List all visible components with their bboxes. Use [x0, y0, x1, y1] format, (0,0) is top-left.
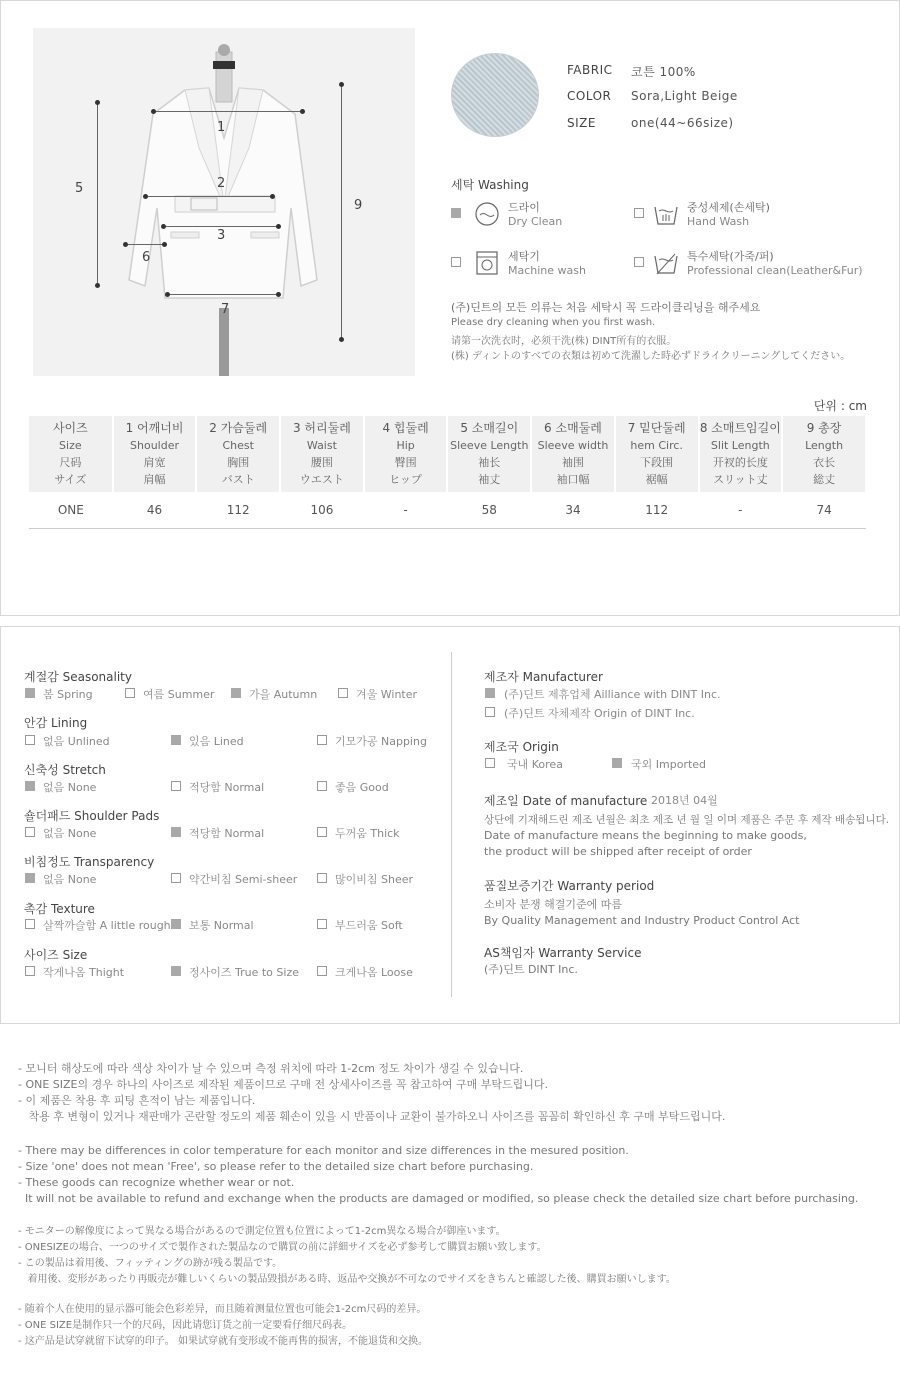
- checkbox-origin-dint: [485, 707, 495, 717]
- table-cell: 112: [196, 492, 280, 528]
- measure-dot: [339, 82, 344, 87]
- checkbox-loose: [317, 966, 327, 976]
- warranty-note: By Quality Management and Industry Product Control Act: [484, 914, 800, 927]
- table-cell: 106: [280, 492, 364, 528]
- table-cell: ONE: [29, 492, 113, 528]
- date-note: 상단에 기재해드린 제조 년월은 최초 제조 년 월 일 이며 제품은 주문 후 제작 배송됩니다.: [484, 814, 890, 826]
- option-transparency-none: 없음 None: [43, 873, 97, 886]
- measure-number: 7: [221, 302, 230, 317]
- option-summer: 여름 Summer: [143, 688, 215, 701]
- checkbox-lined: [171, 735, 181, 745]
- washing-item-hand-wash: 중성세제(손세탁) Hand Wash: [687, 201, 770, 228]
- washing-note-ja: (株) ディントのすべての衣類は初めて洗濯した時必ずドライクリーニングしてください。: [451, 351, 851, 362]
- table-row: [29, 492, 866, 528]
- washing-note-en: Please dry cleaning when you first wash.: [451, 317, 656, 328]
- measure-number: 5: [75, 181, 84, 196]
- measure-line-shoulder: [153, 111, 303, 112]
- checkbox-sheer: [317, 873, 327, 883]
- checkbox-true-to-size: [171, 966, 181, 976]
- color-label: COLOR: [567, 89, 612, 103]
- checkbox-imported: [612, 758, 622, 768]
- checkbox-dry-clean: [451, 208, 461, 218]
- option-stretch-good: 좋음 Good: [335, 781, 389, 794]
- lining-title: 안감 Lining: [24, 716, 88, 730]
- option-loose: 크게나옴 Loose: [335, 966, 413, 979]
- measure-dot: [151, 109, 156, 114]
- chest-header: 2 가슴둘레 Chest 胸围 バスト: [196, 416, 280, 492]
- measure-number: 1: [217, 120, 226, 135]
- product-photo: [33, 28, 415, 376]
- unit-label: 단위 : cm: [813, 399, 867, 413]
- checkbox-stretch-normal: [171, 781, 181, 791]
- size-label: SIZE: [567, 116, 596, 130]
- checkbox-stretch-none: [25, 781, 35, 791]
- checkbox-tight: [25, 966, 35, 976]
- hem-header: 7 밑단둘레 hem Circ. 下段围 裾幅: [615, 416, 699, 492]
- measure-dot: [123, 242, 128, 247]
- checkbox-hand-wash: [634, 208, 644, 218]
- footer-notes-ja: - モニターの解像度によって異なる場合があるので測定位置も位置によって1-2cm異なる場合が御座います。 - ONESIZEの場合、一つのサイズで製作された製品なので購買の前に詳細サイズを必ず参考して購買お願い致します。 - この製品は着用後、フィッティングの跡が残る製品です。 着用後、変形があったり再販売が難しいくらいの製品毀損がある時、返品や交換が不可なのでサイズをきちんと確認した後、購買お願いします。: [18, 1226, 676, 1285]
- table-cell: 34: [531, 492, 615, 528]
- measure-dot: [165, 292, 170, 297]
- checkbox-texture-normal: [171, 919, 181, 929]
- measure-dot: [95, 283, 100, 288]
- footer-notes-ko: - 모니터 해상도에 따라 색상 차이가 날 수 있으며 측정 위치에 따라 1-2cm 정도 차이가 생길 수 있습니다. - ONE SIZE의 경우 하나의 사이즈로 제작된 제품이므로 구매 전 상세사이즈를 꼭 참고하여 구매 부탁드립니다. - 이 제품은 착용 후 피팅 흔적이 남는 제품입니다. 착용 후 변형이 있거나 재판매가 곤란할 정도의 제품 훼손이 있을 시 반품이나 교환이 불가하오니 사이즈를 꼼꼼히 확인하신 후 구매 부탁드립니다.: [18, 1062, 726, 1123]
- size-header: 사이즈 Size 尺码 サイズ: [29, 416, 113, 492]
- checkbox-semi-sheer: [171, 873, 181, 883]
- measure-dot: [276, 224, 281, 229]
- measure-number: 3: [217, 228, 226, 243]
- measure-line-sleeve-length: [97, 102, 98, 286]
- checkbox-transparency-none: [25, 873, 35, 883]
- measure-dot: [300, 109, 305, 114]
- measure-line-waist: [163, 226, 279, 227]
- fabric-label: FABRIC: [567, 63, 613, 77]
- washing-item-machine-wash: 세탁기 Machine wash: [508, 250, 586, 277]
- table-cell: 74: [782, 492, 866, 528]
- measure-number: 2: [217, 176, 226, 191]
- size-value: one(44~66size): [631, 116, 734, 130]
- option-stretch-none: 없음 None: [43, 781, 97, 794]
- option-pads-thick: 두꺼움 Thick: [335, 827, 400, 840]
- option-semi-sheer: 약간비침 Semi-sheer: [189, 873, 298, 886]
- slit-length-header: 8 소매트임길이 Slit Length 开衩的长度 スリット丈: [699, 416, 783, 492]
- warranty-title: 품질보증기간 Warranty period: [484, 879, 655, 893]
- option-pads-normal: 적당함 Normal: [189, 827, 265, 840]
- measure-line-chest: [145, 196, 273, 197]
- footer-notes-zh: - 随着个人在使用的显示器可能会色彩差异，而且随着测量位置也可能会1-2cm尺码的差异。 - ONE SIZE是制作只一个的尺码，因此请您订货之前一定要看仔细尺码表。 - 这产品是试穿就留下试穿的印子。 如果试穿就有变形或不能再售的损害，不能退货和交换。: [18, 1304, 428, 1347]
- table-cell: -: [364, 492, 448, 528]
- checkbox-rough: [25, 919, 35, 929]
- option-autumn: 가을 Autumn: [249, 688, 318, 701]
- measure-dot: [270, 194, 275, 199]
- option-true-to-size: 정사이즈 True to Size: [189, 966, 299, 979]
- length-header: 9 총장 Length 衣长 総丈: [782, 416, 866, 492]
- as-title: AS책임자 Warranty Service: [484, 946, 642, 960]
- checkbox-professional-clean: [634, 257, 644, 267]
- footer-notes-en: - There may be differences in color temperature for each monitor and size differences in the mesured position. - Size 'one' does not mean 'Free', so please refer to the detailed size chart before purchasing. - These goods can recognize whether wear or not. It will not be available to refund and exchange when the products are damaged or modified, so please check the detailed size chart before purchasing.: [18, 1144, 859, 1205]
- checkbox-machine-wash: [451, 257, 461, 267]
- option-tight: 작게나옴 Thight: [43, 966, 125, 979]
- checkbox-soft: [317, 919, 327, 929]
- measure-dot: [276, 292, 281, 297]
- measure-line-length: [341, 84, 342, 340]
- option-napping: 기모가공 Napping: [335, 735, 427, 748]
- transparency-title: 비침정도 Transparency: [24, 855, 155, 869]
- checkbox-stretch-good: [317, 781, 327, 791]
- as-value: (주)딘트 DINT Inc.: [484, 963, 578, 976]
- checkbox-summer: [125, 688, 135, 698]
- measure-number: 9: [354, 198, 363, 213]
- checkbox-korea: [485, 758, 495, 768]
- table-cell: 46: [113, 492, 197, 528]
- option-korea: 국내 Korea: [507, 758, 563, 771]
- sleeve-length-header: 5 소매길이 Sleeve Length 袖长 袖丈: [447, 416, 531, 492]
- stretch-title: 신축성 Stretch: [24, 763, 106, 777]
- fabric-swatch: [451, 53, 539, 137]
- washing-title: 세탁 Washing: [451, 178, 529, 192]
- texture-title: 촉감 Texture: [24, 902, 95, 916]
- option-lined: 있음 Lined: [189, 735, 244, 748]
- checkbox-alliance: [485, 688, 495, 698]
- checkbox-winter: [338, 688, 348, 698]
- date-title: 제조일 Date of manufacture: [484, 794, 648, 808]
- sleeve-width-header: 6 소매둘레 Sleeve width 袖围 袖口幅: [531, 416, 615, 492]
- shoulder-header: 1 어깨너비 Shoulder 肩宽 肩幅: [113, 416, 197, 492]
- table-cell: -: [699, 492, 783, 528]
- professional-clean-icon: [653, 250, 679, 276]
- date-note: the product will be shipped after receipt of order: [484, 845, 752, 858]
- date-note: Date of manufacture means the beginning to make goods,: [484, 829, 807, 842]
- checkbox-pads-normal: [171, 827, 181, 837]
- measure-dot: [161, 224, 166, 229]
- size-table: [29, 416, 867, 529]
- size-fit-title: 사이즈 Size: [24, 948, 88, 962]
- washing-item-dry-clean: 드라이 Dry Clean: [508, 201, 563, 228]
- table-cell: 112: [615, 492, 699, 528]
- measure-line-hem: [167, 294, 279, 295]
- dry-clean-icon: [474, 201, 500, 227]
- measure-dot: [95, 100, 100, 105]
- washing-note-zh: 请第一次洗衣时，必须干洗(株) DINT所有的衣服。: [451, 336, 677, 347]
- option-alliance: (주)딘트 제휴업체 Ailliance with DINT Inc.: [504, 688, 721, 701]
- option-pads-none: 없음 None: [43, 827, 97, 840]
- option-unlined: 없음 Unlined: [43, 735, 110, 748]
- hip-header: 4 힙둘레 Hip 臀围 ヒップ: [364, 416, 448, 492]
- option-stretch-normal: 적당함 Normal: [189, 781, 265, 794]
- date-value: 2018년 04월: [651, 794, 718, 807]
- option-rough: 살짝까슬함 A little rough: [43, 919, 171, 932]
- option-soft: 부드러움 Soft: [335, 919, 403, 932]
- checkbox-pads-thick: [317, 827, 327, 837]
- size-table-header: [29, 416, 866, 492]
- checkbox-napping: [317, 735, 327, 745]
- measure-dot: [339, 337, 344, 342]
- manufacturer-title: 제조자 Manufacturer: [484, 670, 603, 684]
- color-value: Sora,Light Beige: [631, 89, 738, 103]
- checkbox-unlined: [25, 735, 35, 745]
- option-texture-normal: 보통 Normal: [189, 919, 254, 932]
- measure-number: 6: [142, 250, 151, 265]
- washing-note-ko: (주)딘트의 모든 의류는 처음 세탁시 꼭 드라이클리닝을 해주세요: [451, 301, 761, 314]
- shoulder-pads-title: 숄더패드 Shoulder Pads: [24, 809, 160, 823]
- origin-title: 제조국 Origin: [484, 740, 559, 754]
- option-winter: 겨울 Winter: [356, 688, 418, 701]
- fabric-value: 코튼 100%: [631, 65, 696, 79]
- option-sheer: 많이비침 Sheer: [335, 873, 414, 886]
- measure-dot: [162, 242, 167, 247]
- measure-line-sleeve-width: [125, 244, 165, 245]
- hand-wash-icon: [653, 201, 679, 227]
- washing-item-professional-clean: 특수세탁(가죽/퍼) Professional clean(Leather&Fur): [687, 250, 863, 277]
- table-cell: 58: [447, 492, 531, 528]
- option-imported: 국외 Imported: [631, 758, 707, 771]
- checkbox-spring: [25, 688, 35, 698]
- checkbox-pads-none: [25, 827, 35, 837]
- option-spring: 봄 Spring: [43, 688, 93, 701]
- vertical-divider: [451, 652, 452, 997]
- machine-wash-icon: [474, 250, 500, 276]
- checkbox-autumn: [231, 688, 241, 698]
- option-origin-dint: (주)딘트 자체제작 Origin of DINT Inc.: [504, 707, 695, 720]
- seasonality-title: 계절감 Seasonality: [24, 670, 132, 684]
- waist-header: 3 허리둘레 Waist 腰围 ウエスト: [280, 416, 364, 492]
- measure-dot: [143, 194, 148, 199]
- warranty-note: 소비자 분쟁 해결기준에 따름: [484, 898, 623, 911]
